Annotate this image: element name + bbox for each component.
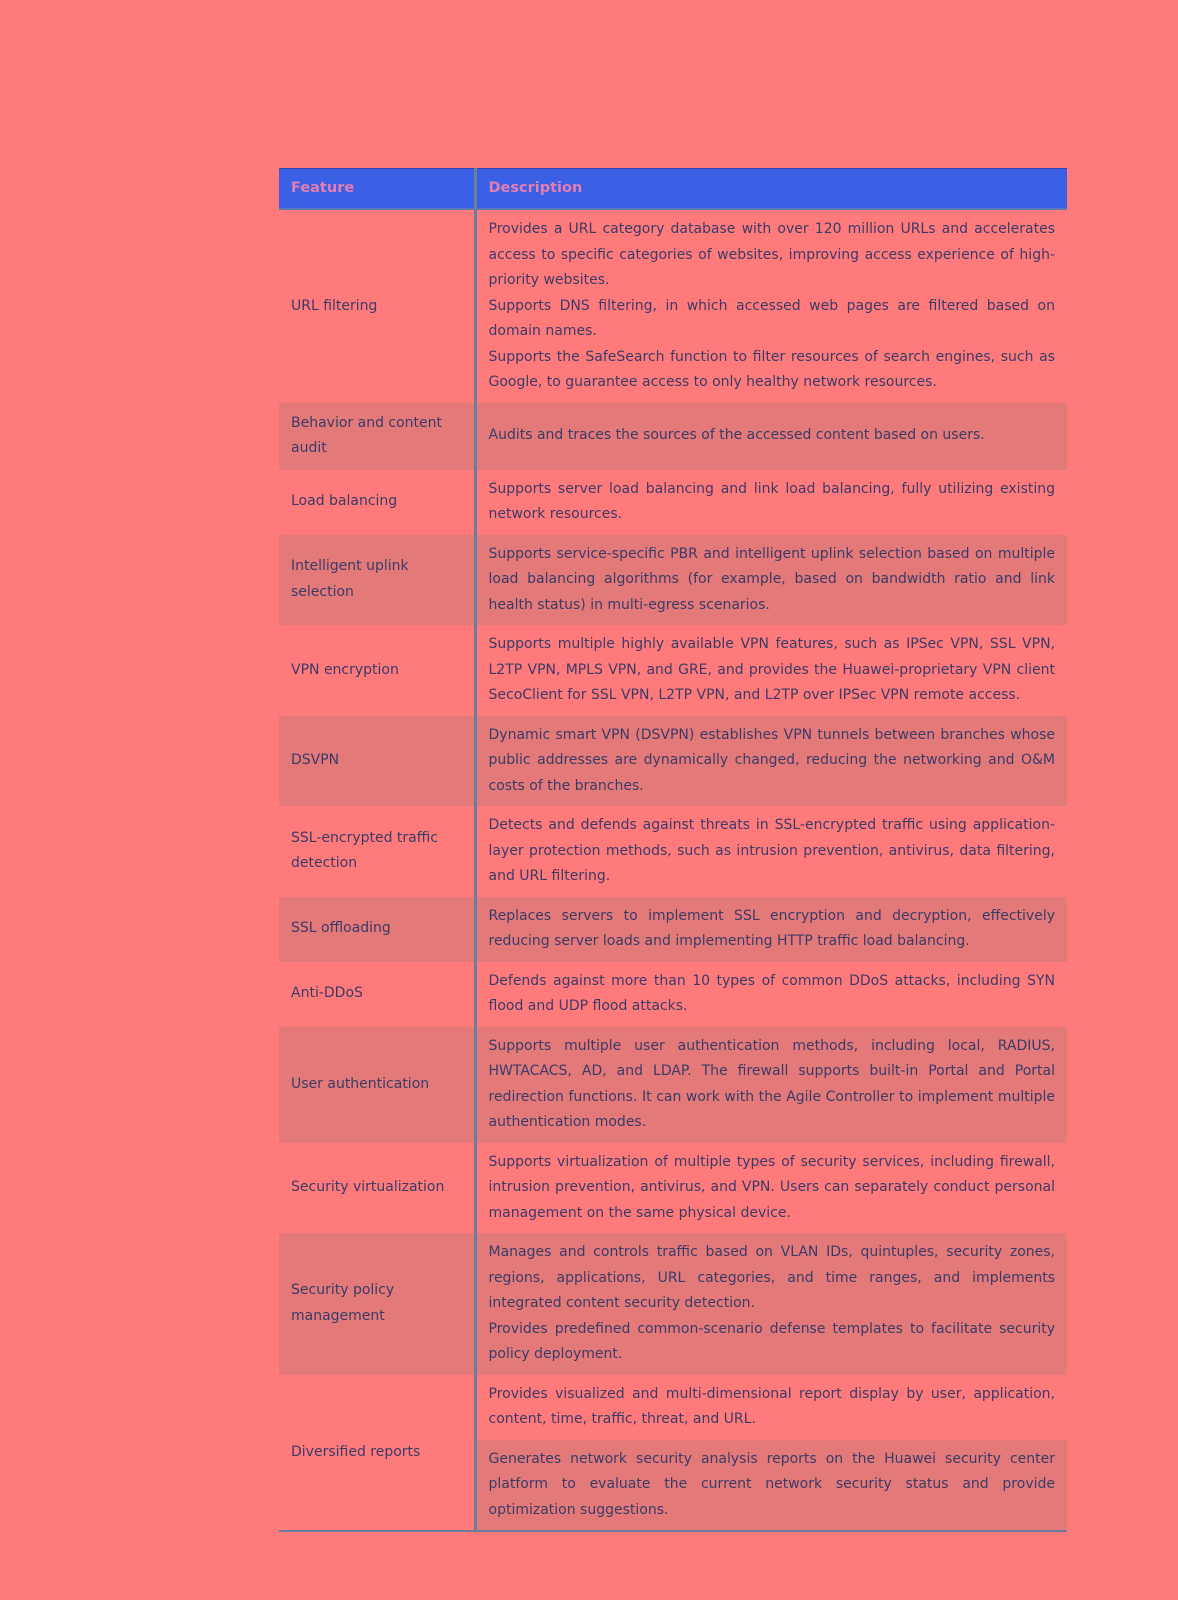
- description-cell: [475, 1375, 1067, 1440]
- description-cell: [475, 470, 1067, 535]
- table-row: [279, 1027, 1067, 1143]
- table-row: [279, 1143, 1067, 1234]
- description-cell: [475, 962, 1067, 1027]
- description-text: Supports DNS filtering, in which accessed web pages are filtered based on domain names.: [488, 297, 1055, 339]
- description-text: Defends against more than 10 types of common DDoS attacks, including SYN flood and UDP flood attacks.: [488, 972, 1055, 1014]
- table-body: [279, 209, 1067, 1531]
- feature-cell: Security virtualization: [279, 1143, 475, 1234]
- feature-table-container: [279, 168, 1067, 1532]
- header-description: Description: [475, 169, 1067, 210]
- feature-cell: SSL-encrypted traffic detection: [279, 806, 475, 897]
- description-cell: [475, 209, 1067, 403]
- table-row: [279, 1233, 1067, 1375]
- description-cell: [475, 535, 1067, 626]
- feature-cell: Diversified reports: [279, 1375, 475, 1532]
- feature-cell: Intelligent uplink selection: [279, 535, 475, 626]
- table-row: [279, 403, 1067, 470]
- description-text: Supports the SafeSearch function to filter resources of search engines, such as Google, to guarantee access to only healthy network resources.: [488, 348, 1055, 390]
- description-text: Generates network security analysis reports on the Huawei security center platform to evaluate the current network security status and provide optimization suggestions.: [488, 1450, 1055, 1518]
- table-row: [279, 716, 1067, 807]
- table-row: [279, 470, 1067, 535]
- table-header-row: [279, 169, 1067, 210]
- description-text: Supports server load balancing and link load balancing, fully utilizing existing network resources.: [488, 480, 1055, 522]
- description-cell: [475, 806, 1067, 897]
- description-text: Supports multiple highly available VPN features, such as IPSec VPN, SSL VPN, L2TP VPN, MPLS VPN, and GRE, and provides the Huawei-proprietary VPN client SecoClient for SSL VPN, L2TP VPN, and L2TP over IPSec VPN remote access.: [488, 636, 1055, 703]
- description-cell: [475, 1143, 1067, 1234]
- table-row: [279, 209, 1067, 403]
- description-cell: [475, 1440, 1067, 1532]
- feature-cell: VPN encryption: [279, 625, 475, 716]
- description-text: Provides a URL category database with over 120 million URLs and accelerates access to specific categories of websites, improving access experience of high-priority websites.: [488, 221, 1055, 288]
- feature-cell: Behavior and content audit: [279, 403, 475, 470]
- header-feature: Feature: [279, 169, 475, 210]
- description-text: Detects and defends against threats in SSL-encrypted traffic using application-layer protection methods, such as intrusion prevention, antivirus, data filtering, and URL filtering.: [488, 817, 1055, 884]
- description-cell: [475, 716, 1067, 807]
- description-text: Manages and controls traffic based on VLAN IDs, quintuples, security zones, regions, applications, URL categories, and time ranges, and implements integrated content security detection.: [488, 1244, 1055, 1311]
- table-row: [279, 962, 1067, 1027]
- table-row: [279, 1375, 1067, 1440]
- description-text: Supports virtualization of multiple types of security services, including firewall, intrusion prevention, antivirus, and VPN. Users can separately conduct personal management on the same physical device.: [488, 1153, 1055, 1221]
- feature-table: [279, 168, 1067, 1532]
- description-cell: [475, 1233, 1067, 1375]
- description-cell: [475, 403, 1067, 470]
- description-text: Provides predefined common-scenario defense templates to facilitate security policy deployment.: [488, 1320, 1055, 1362]
- description-text: Supports service-specific PBR and intelligent uplink selection based on multiple load balancing algorithms (for example, based on bandwidth ratio and link health status) in multi-egress scenarios.: [488, 545, 1055, 613]
- table-row: [279, 897, 1067, 962]
- description-text: Provides visualized and multi-dimensional report display by user, application, content, time, traffic, threat, and URL.: [488, 1385, 1055, 1427]
- feature-cell: URL filtering: [279, 209, 475, 403]
- table-row: [279, 535, 1067, 626]
- description-cell: [475, 1027, 1067, 1143]
- table-row: [279, 625, 1067, 716]
- table-row: [279, 806, 1067, 897]
- description-text: Supports multiple user authentication methods, including local, RADIUS, HWTACACS, AD, and LDAP. The firewall supports built-in Portal and Portal redirection functions. It can work with the Agile Controller to implement multiple authentication modes.: [488, 1037, 1055, 1130]
- description-cell: [475, 625, 1067, 716]
- feature-cell: User authentication: [279, 1027, 475, 1143]
- feature-cell: Load balancing: [279, 470, 475, 535]
- description-text: Dynamic smart VPN (DSVPN) establishes VPN tunnels between branches whose public addresses are dynamically changed, reducing the networking and O&M costs of the branches.: [488, 726, 1055, 794]
- feature-cell: Anti-DDoS: [279, 962, 475, 1027]
- feature-cell: DSVPN: [279, 716, 475, 807]
- description-text: Audits and traces the sources of the accessed content based on users.: [488, 427, 985, 444]
- feature-cell: SSL offloading: [279, 897, 475, 962]
- feature-cell: Security policy management: [279, 1233, 475, 1375]
- description-text: Replaces servers to implement SSL encryption and decryption, effectively reducing server loads and implementing HTTP traffic load balancing.: [488, 907, 1055, 949]
- description-cell: [475, 897, 1067, 962]
